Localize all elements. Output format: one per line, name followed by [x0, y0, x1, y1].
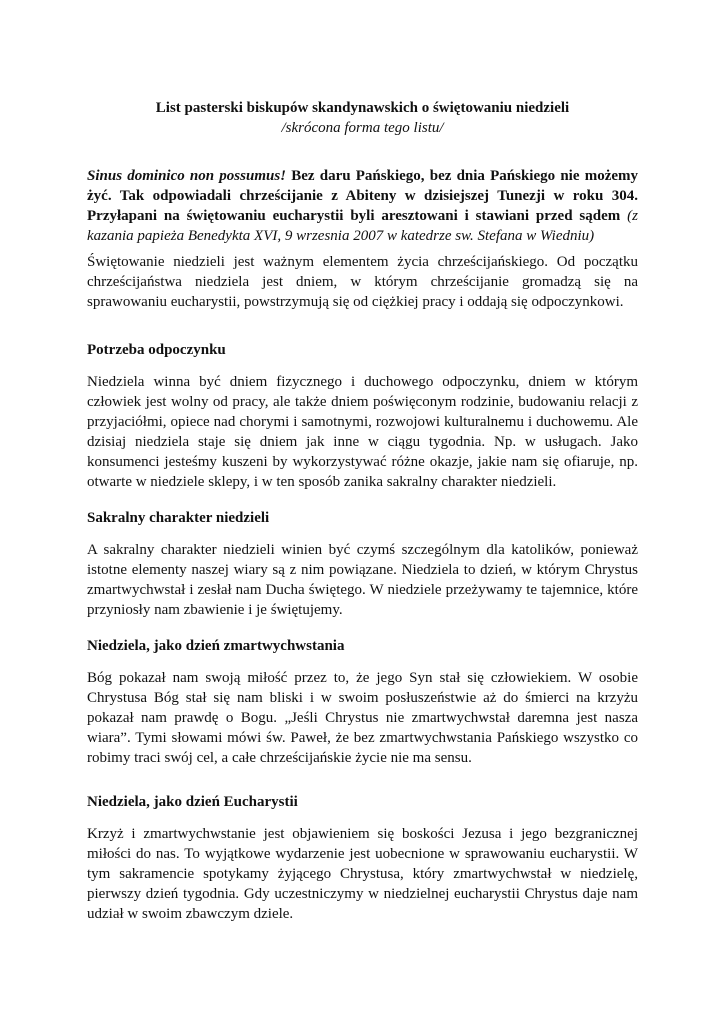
- opening-paragraph: Świętowanie niedzieli jest ważnym elementem życia chrześcijańskiego. Od początku chrześcijaństwa niedziela jest dniem, w którym chrześcijanie gromadzą się na sprawowaniu eucharystii, powstrzymują się od ciężkiej pracy i oddają się odpoczynkowi.: [87, 254, 638, 310]
- section-text-resurrection: Bóg pokazał nam swoją miłość przez to, że jego Syn stał się człowiekiem. W osobie Chrystusa Bóg stał się nam bliski i w swoim posłuszeństwie aż do śmierci na krzyżu pokazał nam prawdę o Bogu. „Jeśli Chrystus nie zmartwychwstał daremna jest nasza wiara”. Tymi słowami mówi św. Paweł, że bez zmartwychwstania Pańskiego wszystko co robimy traci swój cel, a całe chrześcijańskie życie nie ma sensu.: [87, 670, 638, 766]
- intro-citation: (z kazania papieża Benedykta XVI, 9 wrzesnia 2007 w katedrze sw. Stefana w Wiedniu): [87, 208, 638, 244]
- section-heading-sacral: Sakralny charakter niedzieli: [87, 510, 270, 526]
- section-text-sacral: A sakralny charakter niedzieli winien być czymś szczególnym dla katolików, ponieważ istotne elementy naszej wiary są z nim powiązane. Niedziela to dzień, w którym Chrystus zmartwychwstał i zesłał nam Ducha świętego. W niedziele przeżywamy te tajemnice, które przyniosły nam zbawienie i je świętujemy.: [87, 542, 638, 618]
- intro-bold-text: Bez daru Pańskiego, bez dnia Pańskiego nie możemy żyć. Tak odpowiadali chrześcijanie z Abiteny w dzisiejszej Tunezji w roku 304. Przyłapani na świętowaniu eucharystii byli aresztowani i stawiani przed sądem: [87, 168, 638, 224]
- intro-quote: Sinus dominico non possumus!: [87, 168, 287, 184]
- section-heading-resurrection: Niedziela, jako dzień zmartwychwstania: [87, 638, 345, 654]
- document-subtitle: /skrócona forma tego listu/: [281, 120, 444, 136]
- document-content: [87, 98, 638, 922]
- section-heading-rest: Potrzeba odpoczynku: [87, 342, 226, 358]
- document-title: List pasterski biskupów skandynawskich o świętowaniu niedzieli: [155, 100, 570, 116]
- intro-paragraph: [87, 166, 638, 246]
- section-text-rest: Niedziela winna być dniem fizycznego i duchowego odpoczynku, dniem w którym człowiek jest wolny od pracy, ale także dniem poświęconym rodzinie, budowaniu relacji z przyjaciółmi, opiece nad chorymi i samotnymi, rozwojowi kulturalnemu i duchowemu. Ale dzisiaj niedziela staje się dniem jak inne w ciągu tygodnia. Np. w usługach. Jako konsumenci jesteśmy kuszeni by wykorzystywać różne okazje, jakie nam się ofiaruje, np. otwarte w niedziele sklepy, i w ten sposób zanika sakralny charakter niedzieli.: [87, 374, 638, 490]
- section-text-eucharist: Krzyż i zmartwychwstanie jest objawieniem się boskości Jezusa i jego bezgranicznej miłości do nas. To wyjątkowe wydarzenie jest uobecnione w sprawowaniu eucharystii. W tym sakramencie spotykamy żyjącego Chrystusa, który zmartwychwstał w niedzielę, pierwszy dzień tygodnia. Gdy uczestniczymy w niedzielnej eucharystii Chrystus daje nam udział w swoim zbawczym dziele.: [87, 826, 638, 922]
- section-heading-eucharist: Niedziela, jako dzień Eucharystii: [87, 794, 298, 810]
